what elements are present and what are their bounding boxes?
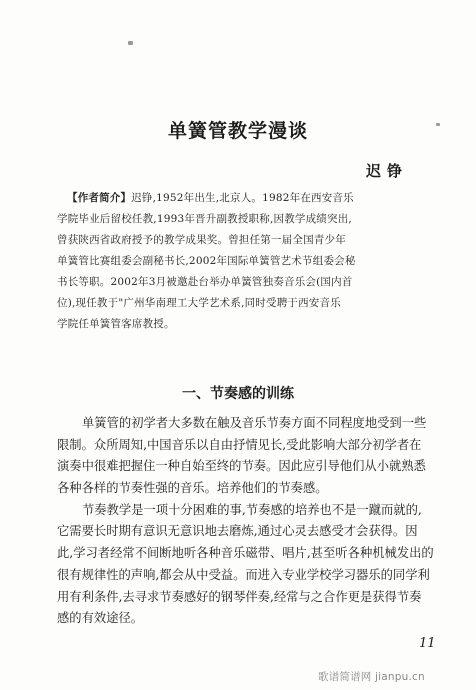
bio-line: 曾获陕西省政府授予的教学成果奖。曾担任第一届全国青少年 [57,234,346,246]
paragraph-line: 用有利条件,去寻求节奏感好的钢琴伴奏,经常与之合作更是获得节奏 [57,589,422,604]
bio-line: 学院毕业后留校任教,1993年晋升副教授职称,因教学成绩突出, [57,213,352,225]
paragraph-line: 感的有效途径。 [57,611,144,626]
page-number: 11 [419,636,436,651]
bio-line: 位),现任教于"广州华南理工大学艺术系,同时受聘于西安音乐 [57,297,341,309]
article-title: 单簧管教学漫谈 [167,120,308,142]
bio-line [57,188,442,209]
author-bio [57,188,442,335]
paragraph-line: 各种各样的节奏性强的音乐。培养他们的节奏感。 [57,481,328,496]
paragraph-line: 节奏教学是一项十分困难的事,节奏感的培养也不是一蹴而就的, [82,502,422,517]
bio-line: 学院任单簧管客席教授。 [57,318,175,330]
site-watermark: 歌谱简谱网 jianpu.cn [318,671,425,683]
bio-line: 单簧管比赛组委会副秘书长,2002年国际单簧管艺术节组委会秘 [57,255,356,267]
section-heading: 一、节奏感的训练 [182,386,294,402]
author-name: 迟铮 [366,162,409,180]
paragraph-line: 限制。众所周知,中国音乐以自由抒情见长,受此影响大部分初学者在 [57,437,422,452]
paragraph-line: 单簧管的初学者大多数在触及音乐节奏方面不同程度地受到一些 [82,416,427,430]
bio-line: 书长等职。2002年3月被邀赴台举办单簧管独奏音乐会(国内首 [57,276,353,288]
paragraph-line: 它需要长时期有意识无意识地去磨炼,通过心灵去感受才会获得。因 [57,524,418,539]
scan-speck [128,41,133,45]
article-body [57,413,449,630]
bio-line-text: 迟铮,1952年出生,北京人。1982年在西安音乐 [131,192,354,204]
paragraph-line: 此,学习者经常不间断地听各种音乐磁带、唱片,甚至听各种机械发出的 [57,546,434,561]
paragraph-line: 很有规律性的声响,都会从中受益。而进入专业学校学习器乐的同学利 [57,567,430,582]
paragraph-line: 演奏中很难把握住一种自始至终的节奏。因此应引导他们从小就熟悉 [57,459,426,474]
bio-label: 【作者简介】 [67,192,132,204]
